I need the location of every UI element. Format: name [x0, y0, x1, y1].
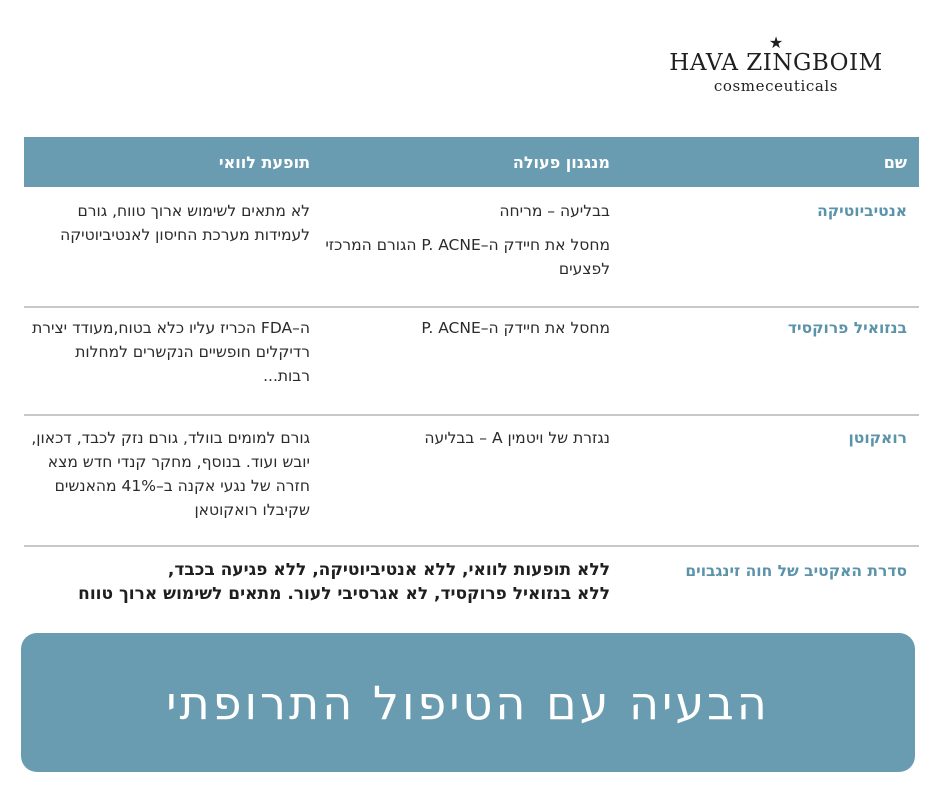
brand-name: HAVA ZINGBOIM [669, 50, 883, 76]
comparison-table [24, 137, 919, 619]
row-name: אנטיביוטיקה [817, 202, 907, 220]
row-mechanism [324, 199, 624, 306]
row-side-effect: ה–FDA הכריז עליו כלא בטוח,מעודד יצירת רדיקלים חופשיים הנקשרים למחלות רבות... [32, 319, 310, 385]
row-name: רואקוטן [848, 429, 907, 447]
header-name: שם [883, 152, 907, 172]
highlight-description [24, 558, 624, 619]
mechanism-line: מחסל את חיידק ה–P. ACNE הגורם המרכזי לפצעים [325, 236, 610, 278]
table-row [24, 308, 919, 416]
highlight-line: ללא בנזואיל פרוקסיד, לא אגרסיבי לעור. מתאים לשימוש ארוך טווח [78, 584, 610, 604]
mechanism-line: נגזרת של ויטמין A – בבליעה [424, 429, 610, 447]
brand-logo [668, 33, 884, 96]
row-name: בנזואיל פרוקסיד [787, 319, 907, 337]
table-row [24, 416, 919, 547]
brand-subtitle: cosmeceuticals [713, 77, 839, 95]
highlight-name: סדרת האקטיב של חוה זינגבוים [685, 562, 907, 580]
highlight-line: ללא תופעות לוואי, ללא אנטיביוטיקה, ללא פגיעה בכבד, [167, 560, 610, 580]
header-mechanism: מנגנון פעולה [512, 152, 610, 172]
header-side-effect: תופעת לוואי [218, 152, 310, 172]
row-mechanism [324, 426, 624, 545]
mechanism-line: בבליעה – מריחה [499, 202, 610, 220]
banner-title: הבעיה עם הטיפול התרופתי [166, 675, 770, 730]
mechanism-line: מחסל את חיידק ה–P. ACNE [421, 319, 610, 337]
row-side-effect: לא מתאים לשימוש ארוך טווח, גורם לעמידות מערכת החיסון לאנטיביוטיקה [60, 202, 310, 244]
row-mechanism [324, 316, 624, 414]
table-row [24, 187, 919, 308]
highlight-row [24, 547, 919, 619]
row-side-effect: גורם למומים בוולד, גורם נזק לכבד, דכאון, יובש ועוד. בנוסף, מחקר קנדי חדש מצא חזרה של נגעי אקנה ב–41% מהאנשים שקיבלו רואקוטאן [31, 429, 310, 519]
title-banner [21, 633, 915, 772]
table-header [24, 137, 919, 187]
star-icon: ★ [768, 33, 784, 52]
